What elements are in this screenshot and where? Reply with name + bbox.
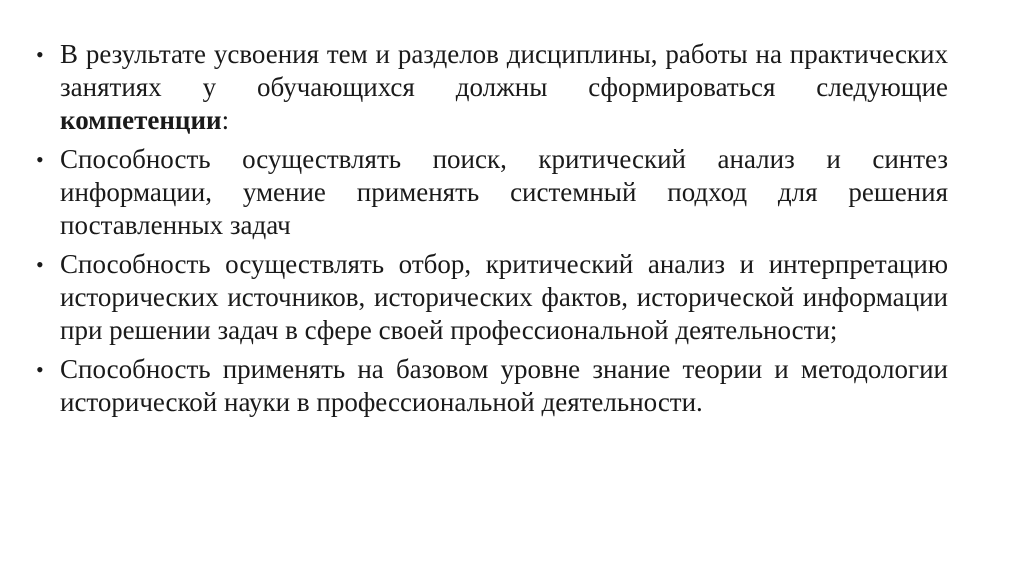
intro-text: В результате усвоения тем и разделов дисциплины, работы на практических занятиях у обучающихся должны сформироваться следующие (60, 39, 948, 102)
bullet-icon: • (36, 357, 44, 382)
competency-2-text: Способность осуществлять отбор, критический анализ и интерпретацию исторических источников, исторических фактов, исторической информации при решении задач в сфере своей профессиональной деятельности; (60, 249, 948, 345)
list-item-competency-2 (36, 248, 948, 347)
bullet-icon: • (36, 147, 44, 172)
competency-1-text: Способность осуществлять поиск, критический анализ и синтез информации, умение применять системный подход для решения поставленных задач (60, 144, 948, 240)
list-item-intro (36, 38, 948, 137)
list-item-competency-1 (36, 143, 948, 242)
competency-list (36, 38, 948, 425)
bullet-icon: • (36, 252, 44, 277)
competency-3-text: Способность применять на базовом уровне знание теории и методологии исторической науки в профессиональной деятельности. (60, 354, 948, 417)
intro-colon: : (221, 105, 230, 135)
list-item-competency-3 (36, 353, 948, 419)
keyword-competencies: компетенции (60, 105, 222, 135)
bullet-icon: • (36, 42, 44, 67)
